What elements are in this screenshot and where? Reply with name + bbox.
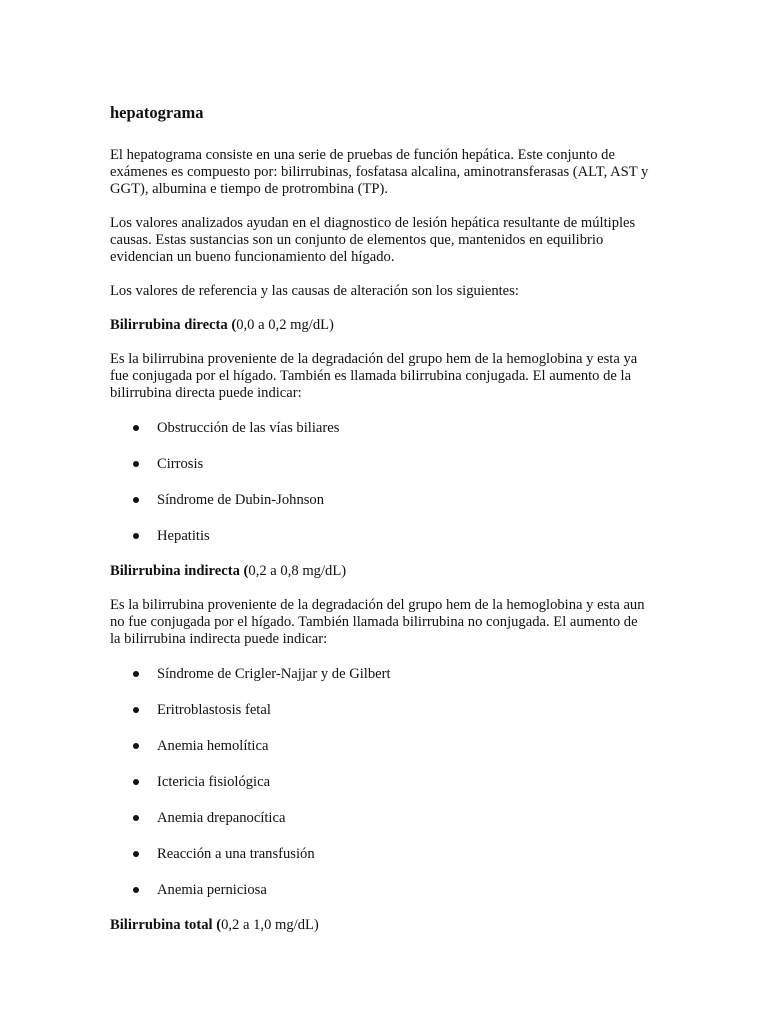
section-heading-directa	[110, 317, 650, 334]
section-heading-total	[110, 917, 650, 934]
cause-list-indirecta	[110, 665, 650, 900]
page-title: hepatograma	[110, 103, 204, 122]
list-item	[110, 881, 650, 900]
section-range: 0,0 a 0,2 mg/dL)	[236, 317, 334, 333]
list-item	[110, 809, 650, 828]
bullet-icon	[133, 533, 139, 539]
list-item-label: Síndrome de Crigler-Najjar y de Gilbert	[157, 666, 391, 682]
range-open-paren: (	[231, 317, 237, 333]
list-item-label: Hepatitis	[157, 528, 210, 544]
list-item-label: Ictericia fisiológica	[157, 774, 271, 790]
list-item-label: Obstrucción de las vías biliares	[157, 420, 340, 436]
context-paragraph: Los valores analizados ayudan en el diagnostico de lesión hepática resultante de múltiples causas. Estas sustancias son un conjunto de elementos que, mantenidos en equilibrio evidencian un bueno funcionamiento del hígado.	[110, 215, 636, 265]
section-description: Es la bilirrubina proveniente de la degradación del grupo hem de la hemoglobina y esta aun no fue conjugada por el hígado. También llamada bilirrubina no conjugada. El aumento de la bilirrubina indirecta puede indicar:	[110, 597, 645, 647]
list-item-label: Reacción a una transfusión	[157, 846, 315, 862]
bullet-icon	[133, 815, 139, 821]
cause-list-directa	[110, 419, 650, 546]
list-item	[110, 527, 650, 546]
bullet-icon	[133, 461, 139, 467]
bullet-icon	[133, 425, 139, 431]
bullet-icon	[133, 851, 139, 857]
list-item-label: Síndrome de Dubin-Johnson	[157, 492, 325, 508]
list-item	[110, 665, 650, 684]
document-body	[110, 100, 650, 951]
section-name: Bilirrubina directa	[110, 317, 228, 333]
range-open-paren: (	[243, 563, 249, 579]
list-item-label: Anemia drepanocítica	[157, 810, 286, 826]
lead-in-paragraph: Los valores de referencia y las causas de alteración son los siguientes:	[110, 283, 519, 299]
list-item	[110, 491, 650, 510]
list-item	[110, 737, 650, 756]
section-range: 0,2 a 1,0 mg/dL)	[221, 917, 319, 933]
bullet-icon	[133, 497, 139, 503]
list-item-label: Cirrosis	[157, 456, 204, 472]
bullet-icon	[133, 779, 139, 785]
list-item-label: Eritroblastosis fetal	[157, 702, 271, 718]
bullet-icon	[133, 671, 139, 677]
list-item	[110, 773, 650, 792]
section-range: 0,2 a 0,8 mg/dL)	[248, 563, 347, 579]
list-item-label: Anemia hemolítica	[157, 738, 269, 754]
list-item	[110, 701, 650, 720]
list-item	[110, 845, 650, 864]
range-open-paren: (	[216, 917, 222, 933]
list-item	[110, 419, 650, 438]
section-name: Bilirrubina total	[110, 917, 213, 933]
list-item	[110, 455, 650, 474]
bullet-icon	[133, 743, 139, 749]
bullet-icon	[133, 707, 139, 713]
bullet-icon	[133, 887, 139, 893]
intro-paragraph: El hepatograma consiste en una serie de pruebas de función hepática. Este conjunto de exámenes es compuesto por: bilirrubinas, fosfatasa alcalina, aminotransferasas (ALT, AST y GGT), albumina e tiempo de protrombina (TP).	[110, 147, 649, 197]
section-description: Es la bilirrubina proveniente de la degradación del grupo hem de la hemoglobina y esta ya fue conjugada por el hígado. También es llamada bilirrubina conjugada. El aumento de la bilirrubina directa puede indicar:	[110, 351, 638, 401]
section-heading-indirecta	[110, 563, 650, 580]
list-item-label: Anemia perniciosa	[157, 882, 267, 898]
section-name: Bilirrubina indirecta	[110, 563, 240, 579]
